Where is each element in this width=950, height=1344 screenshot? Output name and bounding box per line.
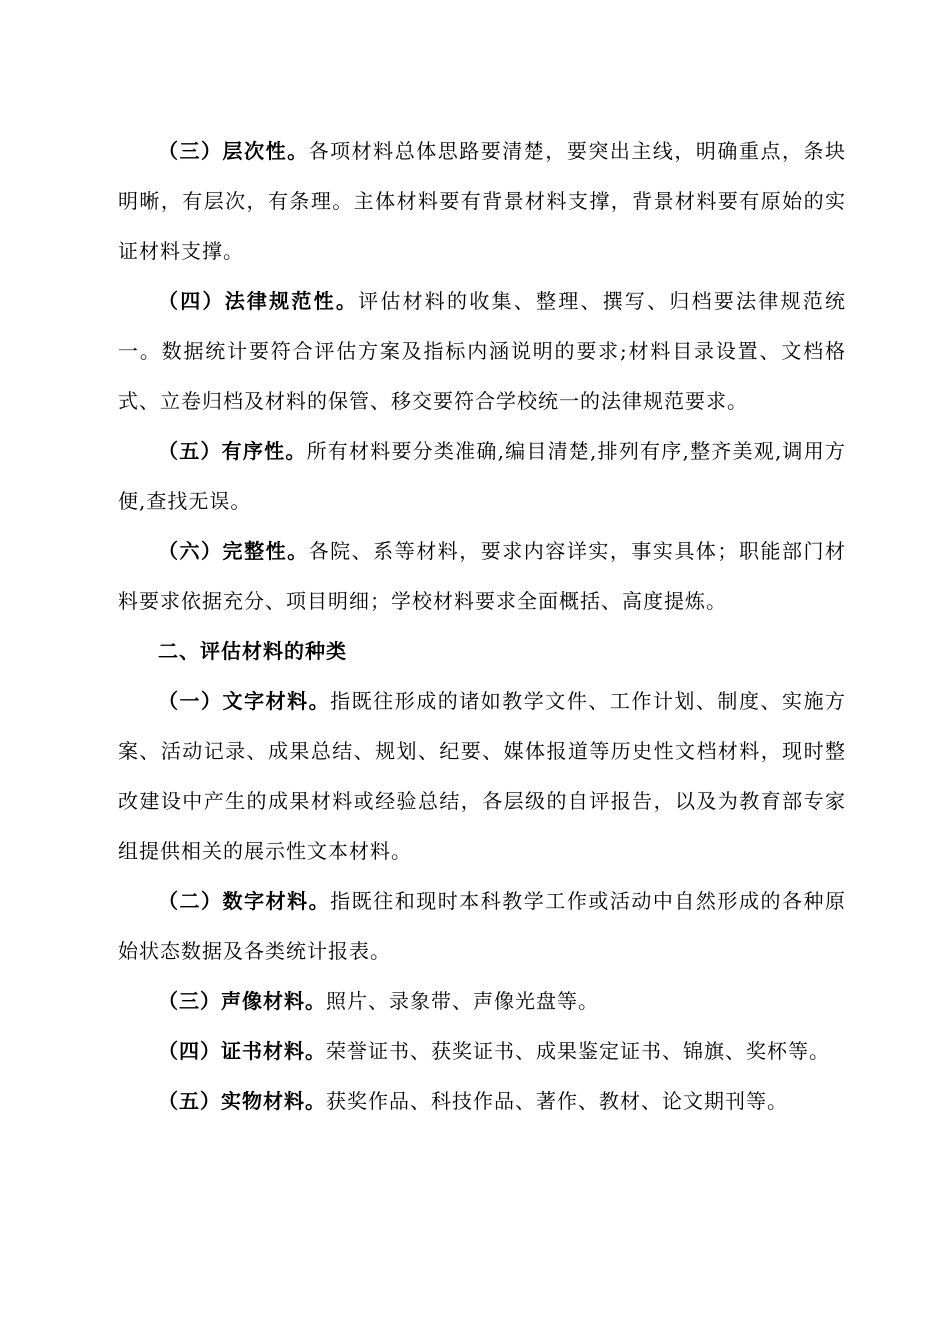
paragraph-digital-materials — [118, 876, 846, 976]
paragraph-text: 获奖作品、科技作品、著作、教材、论文期刊等。 — [326, 1089, 788, 1113]
paragraph-audiovisual-materials — [118, 976, 846, 1026]
document-body — [118, 126, 846, 1126]
paragraph-lead: （四）法律规范性。 — [158, 289, 359, 313]
paragraph-lead: （六）完整性。 — [158, 539, 309, 563]
paragraph-text: 各院、系等材料，要求内容详实，事实具体；职能部门材料要求依据充分、项目明细；学校材料要求全面概括、高度提炼。 — [118, 539, 847, 613]
paragraph-legal-standard — [118, 276, 846, 426]
paragraph-lead: （三）层次性。 — [158, 139, 309, 163]
paragraph-text: 指既往形成的诸如教学文件、工作计划、制度、实施方案、活动记录、成果总结、规划、纪要、媒体报道等历史性文档材料，现时整改建设中产生的成果材料或经验总结，各层级的自评报告，以及为教育部专家组提供相关的展示性文本材料。 — [118, 689, 847, 863]
paragraph-lead: （五）有序性。 — [158, 439, 307, 463]
paragraph-text: 荣誉证书、获奖证书、成果鉴定证书、锦旗、奖杯等。 — [326, 1039, 830, 1063]
paragraph-text: 所有材料要分类准确,编目清楚,排列有序,整齐美观,调用方便,查找无误。 — [118, 439, 846, 513]
paragraph-orderliness — [118, 426, 846, 526]
paragraph-text: 指既往和现时本科教学工作或活动中自然形成的各种原始状态数据及各类统计报表。 — [118, 889, 847, 963]
section-heading: 二、评估材料的种类 — [158, 639, 347, 663]
paragraph-text: 照片、录象带、声像光盘等。 — [326, 989, 599, 1013]
paragraph-physical-materials — [118, 1076, 846, 1126]
paragraph-lead: （一）文字材料。 — [158, 689, 331, 713]
paragraph-text: 评估材料的收集、整理、撰写、归档要法律规范统一。数据统计要符合评估方案及指标内涵说明的要求;材料目录设置、文档格式、立卷归档及材料的保管、移交要符合学校统一的法律规范要求。 — [118, 289, 847, 413]
paragraph-completeness — [118, 526, 846, 626]
paragraph-lead: （四）证书材料。 — [158, 1039, 326, 1063]
paragraph-hierarchy — [118, 126, 846, 276]
paragraph-text: 各项材料总体思路要清楚，要突出主线，明确重点，条块明晰，有层次，有条理。主体材料要有背景材料支撑，背景材料要有原始的实证材料支撑。 — [118, 139, 847, 263]
paragraph-lead: （五）实物材料。 — [158, 1089, 326, 1113]
paragraph-lead: （三）声像材料。 — [158, 989, 326, 1013]
paragraph-lead: （二）数字材料。 — [158, 889, 331, 913]
paragraph-text-materials — [118, 676, 846, 876]
paragraph-certificate-materials — [118, 1026, 846, 1076]
